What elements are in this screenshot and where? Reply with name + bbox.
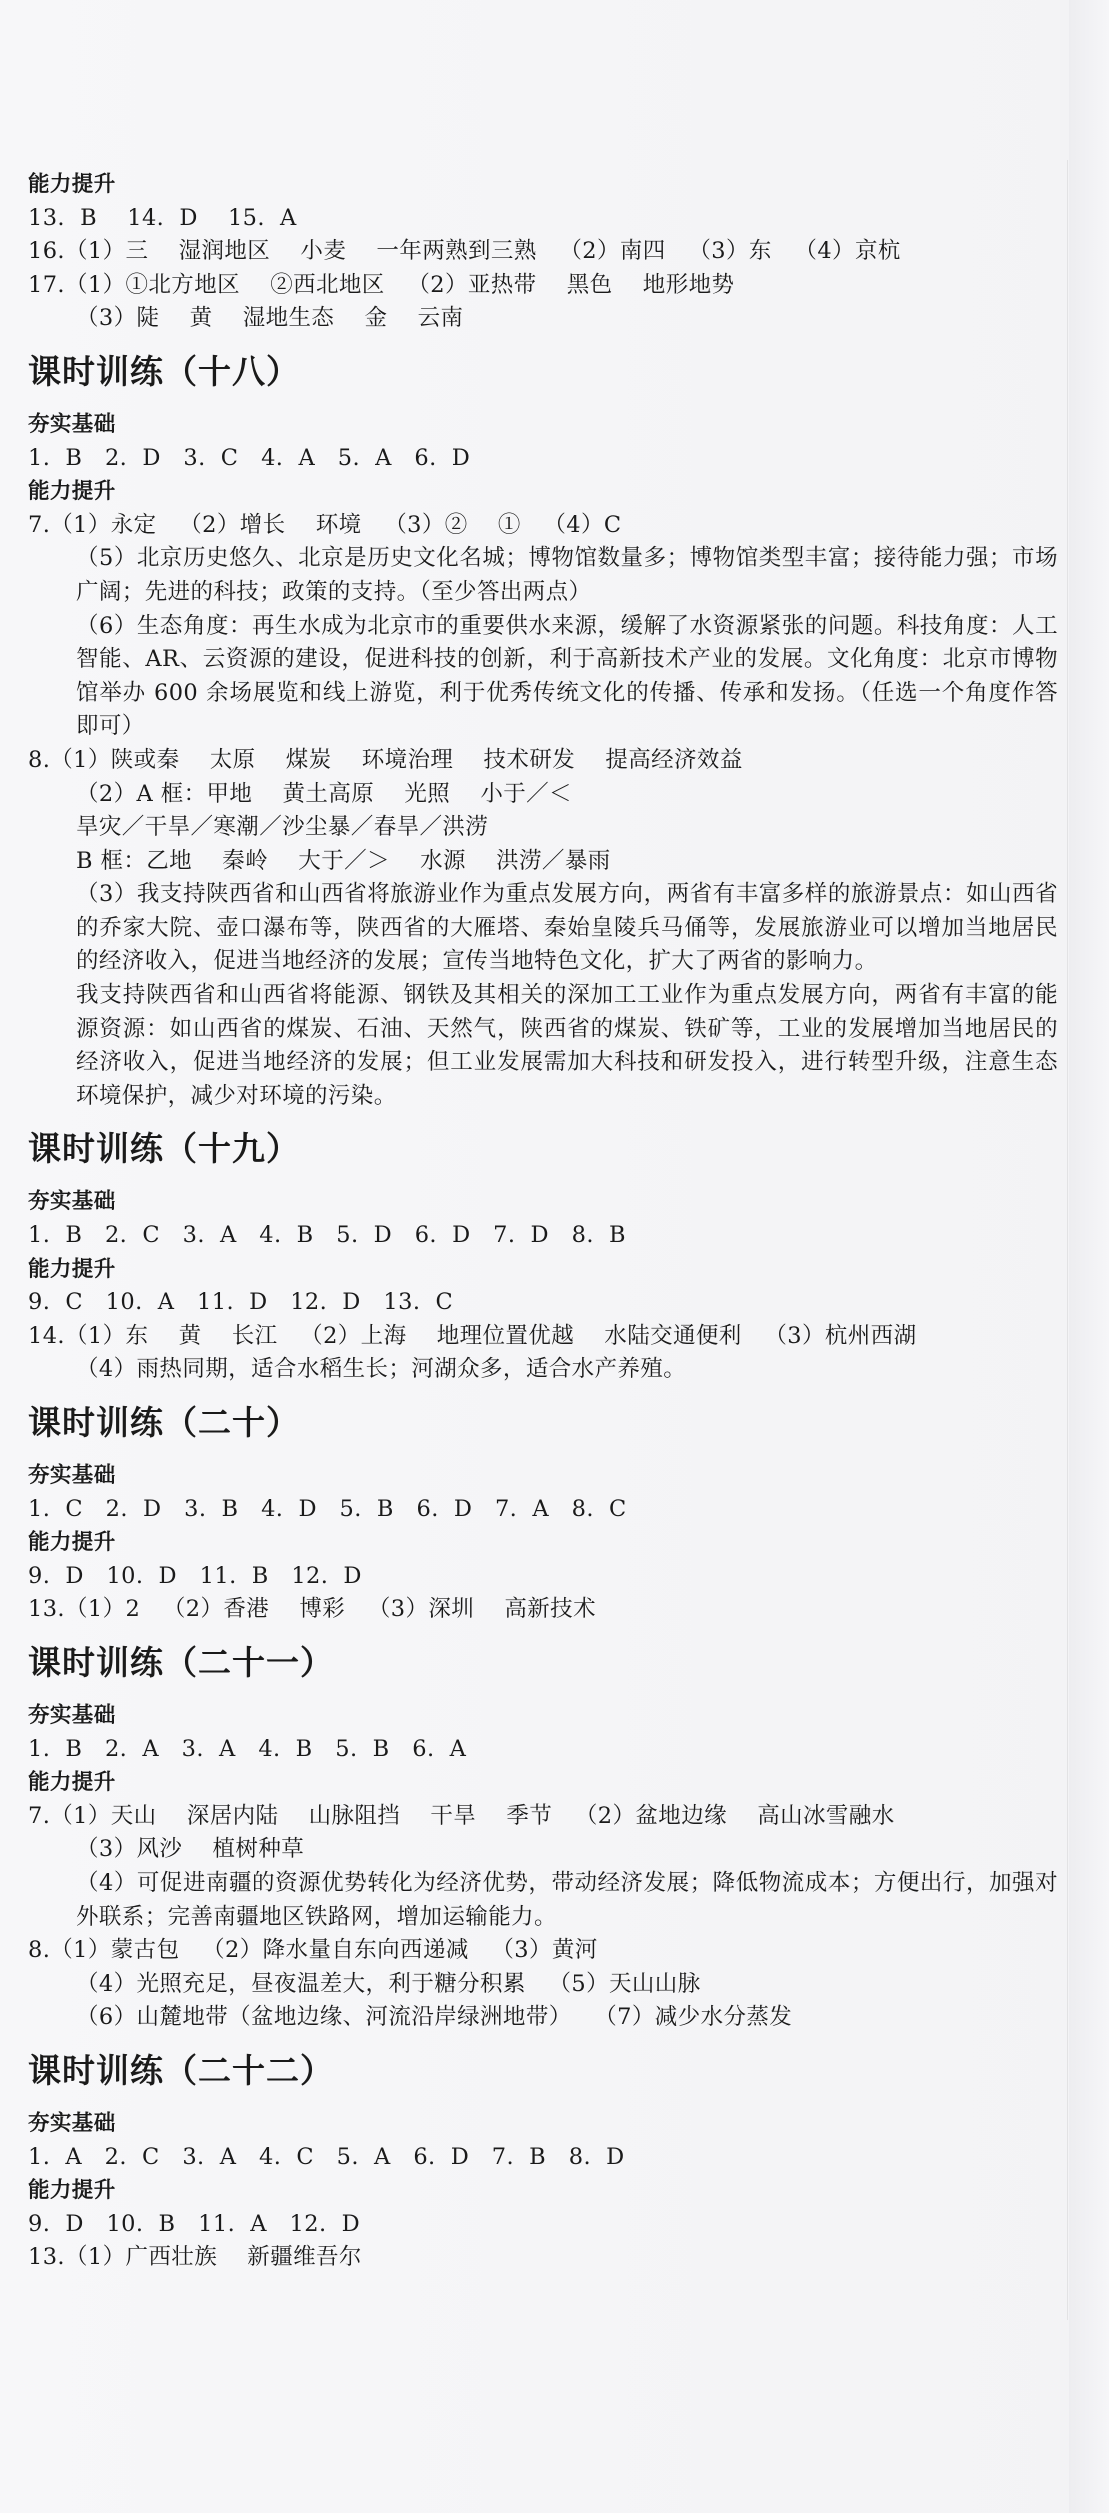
answer-line: （6）山麓地带（盆地边缘、河流沿岸绿洲地带） （7）减少水分蒸发 (76, 2004, 793, 2031)
section-s18 (28, 350, 1058, 1113)
answer-line: （6）生态角度：再生水成为北京市的重要供水来源，缓解了水资源紧张的问题。科技角度：人工智能、AR、云资源的建设，促进科技的创新，利于高新技术产业的发展。文化角度：北京市博物馆举办 600 余场展览和线上游览，利于优秀传统文化的传播、传承和发扬。（任选一个角度作答即可） (76, 612, 1058, 740)
answer-line: 13. B 14. D 15. A (28, 204, 297, 231)
next-page-edge (1069, 0, 1109, 2513)
answer-line: （4）雨热同期，适合水稻生长；河湖众多，适合水产养殖。 (76, 1356, 687, 1383)
answer-line: （3）风沙 植树种草 (76, 1836, 305, 1863)
section-title: 课时训练（十八） (28, 351, 300, 391)
section-s20 (28, 1401, 1058, 1627)
subsection-heading: 夯实基础 (28, 1702, 116, 1728)
answer-line: 8.（1）陕或秦 太原 煤炭 环境治理 技术研发 提高经济效益 (28, 746, 743, 773)
section-s19 (28, 1127, 1058, 1387)
subsection-heading: 能力提升 (28, 1770, 116, 1796)
answer-line: 14.（1）东 黄 长江 （2）上海 地理位置优越 水陆交通便利 （3）杭州西湖 (28, 1322, 917, 1349)
answer-line: 旱灾／干旱／寒潮／沙尘暴／春旱／洪涝 (76, 814, 489, 841)
section-title: 课时训练（二十一） (28, 1642, 334, 1682)
answer-line: 16.（1）三 湿润地区 小麦 一年两熟到三熟 （2）南四 （3）东 （4）京杭 (28, 238, 901, 265)
section-title: 课时训练（二十） (28, 1403, 300, 1442)
answer-line: 9. D 10. B 11. A 12. D (28, 2210, 361, 2237)
subsection-heading: 能力提升 (28, 1256, 116, 1282)
answer-line: （4）可促进南疆的资源优势转化为经济优势，带动经济发展；降低物流成本；方便出行，加强对外联系；完善南疆地区铁路网，增加运输能力。 (76, 1869, 1058, 1930)
answer-line: （4）光照充足，昼夜温差大，利于糖分积累 （5）天山山脉 (76, 1970, 701, 1997)
subsection-heading: 能力提升 (28, 1530, 116, 1556)
answer-line: 9. D 10. D 11. B 12. D (28, 1562, 362, 1589)
answer-line: （3）我支持陕西省和山西省将旅游业作为重点发展方向，两省有丰富多样的旅游景点：如山西省的乔家大院、壶口瀑布等，陕西省的大雁塔、秦始皇陵兵马俑等，发展旅游业可以增加当地居民的经济收入，促进当地经济的发展；宣传当地特色文化，扩大了两省的影响力。 (76, 881, 1058, 975)
answer-line: 7.（1）天山 深居内陆 山脉阻挡 干旱 季节 （2）盆地边缘 高山冰雪融水 (28, 1802, 895, 1829)
subsection-heading: 能力提升 (28, 479, 116, 505)
section-s22 (28, 2049, 1058, 2275)
answer-line: （5）北京历史悠久、北京是历史文化名城；博物馆数量多；博物馆类型丰富；接待能力强；市场广阔；先进的科技；政策的支持。（至少答出两点） (76, 545, 1058, 605)
answer-line: 17.（1）①北方地区 ②西北地区 （2）亚热带 黑色 地形地势 (28, 271, 735, 298)
answer-line: 1. A 2. C 3. A 4. C 5. A 6. D 7. B 8. D (28, 2143, 625, 2170)
answer-line: 1. B 2. A 3. A 4. B 5. B 6. A (28, 1735, 467, 1762)
answer-line: 1. B 2. C 3. A 4. B 5. D 6. D 7. D 8. B (28, 1222, 626, 1249)
subsection-heading: 夯实基础 (28, 1189, 116, 1215)
answer-line: 7.（1）永定 （2）增长 环境 （3）② ① （4）C (28, 511, 622, 538)
answer-line: （2）A 框：甲地 黄土高原 光照 小于／＜ (76, 780, 572, 807)
answer-line: （3）陡 黄 湿地生态 金 云南 (76, 305, 464, 332)
answer-line: 9. C 10. A 11. D 12. D 13. C (28, 1289, 454, 1316)
answer-line: 8.（1）蒙古包 （2）降水量自东向西递减 （3）黄河 (28, 1937, 598, 1964)
answer-content (28, 168, 1058, 2275)
subsection-heading: 夯实基础 (28, 1463, 116, 1488)
section-title: 课时训练（二十二） (28, 2050, 334, 2090)
subsection-heading: 能力提升 (28, 172, 116, 197)
subsection-heading: 能力提升 (28, 2178, 116, 2204)
section-title: 课时训练（十九） (28, 1129, 300, 1169)
answer-line: 13.（1）广西壮族 新疆维吾尔 (28, 2244, 362, 2271)
answer-line: 1. B 2. D 3. C 4. A 5. A 6. D (28, 444, 471, 471)
subsection-heading: 夯实基础 (28, 411, 116, 437)
answer-line: 1. C 2. D 3. B 4. D 5. B 6. D 7. A 8. C (28, 1495, 627, 1522)
answer-line: B 框：乙地 秦岭 大于／＞ 水源 洪涝／暴雨 (76, 847, 611, 874)
answer-line: 我支持陕西省和山西省将能源、钢铁及其相关的深加工工业作为重点发展方向，两省有丰富的能源资源：如山西省的煤炭、石油、天然气，陕西省的煤炭、铁矿等，工业的发展增加当地居民的经济收入，促进当地经济的发展；但工业发展需加大科技和研发投入，进行转型升级，注意生态环境保护，减少对环境的污染。 (76, 982, 1058, 1109)
subsection-heading: 夯实基础 (28, 2110, 116, 2136)
section-top (28, 168, 1058, 336)
page-divider (1067, 160, 1068, 2320)
section-s21 (28, 1641, 1058, 2035)
answer-line: 13.（1）2 （2）香港 博彩 （3）深圳 高新技术 (28, 1596, 596, 1623)
